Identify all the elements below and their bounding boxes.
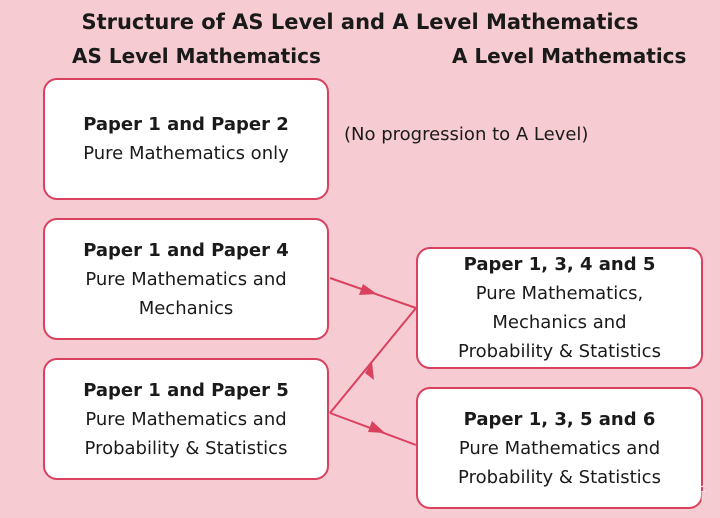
a-box-papers: Paper 1, 3, 5 and 6 [463, 408, 656, 430]
as-box-line: Mechanics [138, 297, 234, 319]
arrowhead-1 [359, 284, 377, 295]
as-box-line: Pure Mathematics and [85, 268, 287, 290]
a-box-line: Probability & Statistics [458, 466, 661, 488]
as-box-papers: Paper 1 and Paper 4 [83, 239, 289, 261]
arrowhead-2 [365, 362, 374, 380]
as-box-papers: Paper 1 and Paper 2 [83, 114, 289, 135]
as-box-line: Pure Mathematics and [85, 408, 287, 430]
as-box-paper-1-2 [43, 78, 329, 200]
a-level-heading: A Level Mathematics [452, 44, 687, 68]
watermark-text: 知乎 @无务大分析 [572, 484, 706, 503]
arrow-line-paper5-to-a2 [330, 413, 416, 445]
as-level-heading: AS Level Mathematics [72, 44, 321, 68]
a-box-papers: Paper 1, 3, 4 and 5 [463, 254, 656, 275]
as-box-line: Pure Mathematics only [83, 143, 289, 164]
arrow-line-paper5-to-a1 [330, 308, 416, 413]
a-box-line: Probability & Statistics [458, 341, 661, 362]
a-box-line: Pure Mathematics and [458, 437, 661, 459]
as-box-paper-1-4 [43, 218, 329, 340]
as-box-line: Probability & Statistics [84, 437, 288, 459]
arrow-line-paper4-to-a1 [330, 278, 416, 308]
as-box-papers: Paper 1 and Paper 5 [83, 379, 289, 401]
as-box-paper-1-5 [43, 358, 329, 480]
a-box-paper-1-3-4-5 [416, 247, 703, 369]
no-progression-note: (No progression to A Level) [344, 124, 589, 145]
arrowhead-3 [368, 421, 385, 433]
a-box-line: Mechanics and [492, 312, 627, 333]
diagram-title: Structure of AS Level and A Level Mathematics [81, 10, 639, 34]
a-box-line: Pure Mathematics, [475, 283, 644, 304]
